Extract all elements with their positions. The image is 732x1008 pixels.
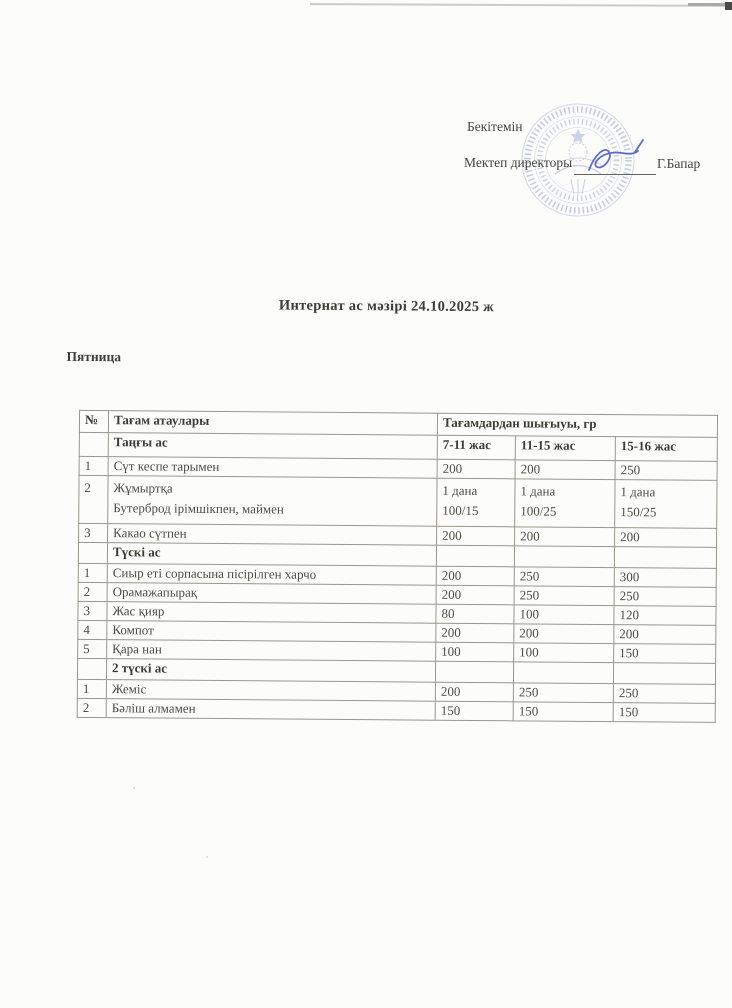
section-title: Түскі ас — [107, 543, 436, 567]
col-header-output: Тағамдардан шығыуы, гр — [437, 413, 717, 437]
director-name: Г.Бапар — [657, 156, 701, 171]
portion-value: 200 — [435, 682, 513, 702]
col-header-name: Тағам атаулары — [108, 411, 437, 436]
portion-value: 150 — [435, 701, 513, 721]
dish-name: Компот — [107, 621, 436, 643]
dish-name: Сүт кеспе тарымен — [108, 457, 437, 479]
portion-value: 250 — [514, 586, 614, 606]
portion-value: 250 — [614, 587, 716, 607]
portion-value: 200 — [515, 527, 615, 547]
portion-value: 1 дана 100/25 — [515, 479, 615, 528]
portion-value: 100 — [436, 642, 514, 662]
weekday-label: Пятница — [66, 348, 122, 365]
row-num: 2 — [79, 475, 108, 523]
col-header-age-3: 15-16 жас — [615, 437, 717, 462]
col-header-age-1: 7-11 жас — [437, 435, 515, 460]
portion-value: 120 — [614, 606, 716, 626]
row-num: 3 — [79, 523, 108, 542]
portion-value: 250 — [513, 683, 613, 703]
portion-value: 1 дана 100/15 — [437, 478, 515, 527]
dish-name: Какао сүтпен — [108, 524, 437, 546]
dish-name: Қара нан — [107, 640, 436, 662]
col-header-age-2: 11-15 жас — [515, 436, 615, 461]
section-title: Таңғы ас — [108, 433, 437, 460]
row-num: 1 — [77, 679, 106, 698]
row-num: 4 — [78, 620, 107, 639]
portion-value: 250 — [613, 684, 715, 704]
row-num: 2 — [77, 698, 106, 717]
portion-value: 100 — [514, 643, 614, 663]
portion-value: 150 — [513, 702, 613, 722]
row-num: 1 — [79, 456, 108, 475]
dish-name: Жұмыртқа Бутерброд ірімшікпен, маймен — [108, 476, 437, 527]
col-header-num: № — [79, 410, 108, 432]
portion-value: 200 — [436, 585, 514, 605]
portion-value: 150 — [614, 644, 716, 664]
portion-value: 200 — [437, 459, 515, 479]
doc-title: Интернат ас мәзірі 24.10.2025 ж — [278, 297, 495, 316]
dish-name: Жас қияр — [107, 602, 436, 624]
portion-value: 80 — [436, 604, 514, 624]
menu-table — [77, 410, 718, 723]
menu-row — [79, 475, 717, 528]
portion-value: 1 дана 150/25 — [615, 480, 717, 529]
row-num: 2 — [78, 582, 107, 601]
menu-row — [77, 698, 715, 722]
portion-value: 200 — [436, 623, 514, 643]
portion-value: 200 — [436, 566, 514, 586]
portion-value: 200 — [514, 624, 614, 644]
portion-value: 200 — [437, 526, 515, 546]
portion-value: 250 — [514, 567, 614, 587]
approval-role: Мектеп директоры — [464, 155, 573, 170]
row-num: 5 — [78, 639, 107, 658]
portion-value: 200 — [515, 460, 615, 480]
portion-value: 200 — [615, 528, 717, 548]
row-num: 1 — [78, 563, 107, 582]
row-num: 3 — [78, 601, 107, 620]
portion-value: 250 — [615, 461, 717, 481]
dish-name: Орамажапырақ — [107, 583, 436, 605]
dish-name: Бәліш алмамен — [106, 699, 435, 721]
section-title: 2 түскі ас — [106, 659, 435, 683]
portion-value: 150 — [613, 703, 715, 723]
dish-name: Жеміс — [106, 680, 435, 702]
menu-table-body — [77, 456, 717, 722]
portion-value: 300 — [614, 568, 716, 588]
approval-label: Бекітемін — [467, 119, 523, 134]
portion-value: 100 — [514, 605, 614, 625]
portion-value: 200 — [614, 625, 716, 645]
dish-name: Сиыр еті сорпасына пісірілген харчо — [107, 564, 436, 586]
